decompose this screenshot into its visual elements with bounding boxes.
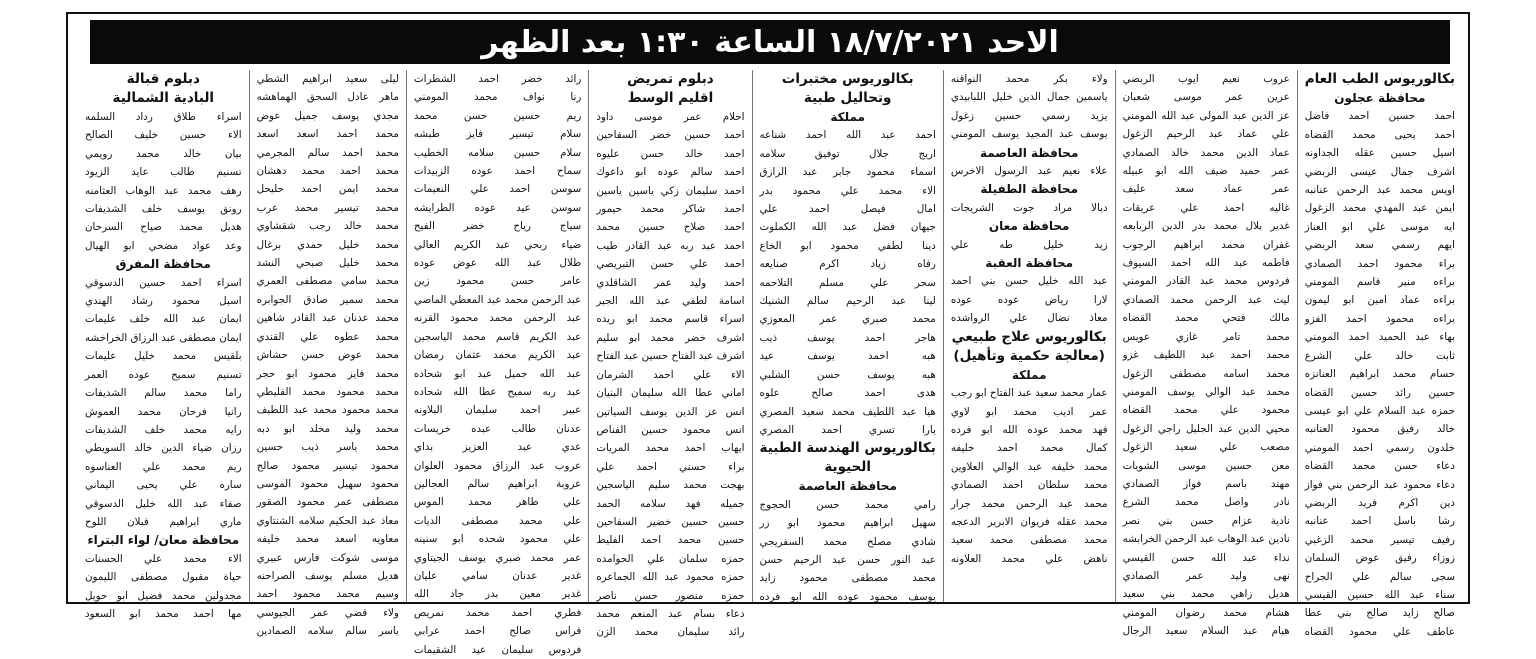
name-entry: محمد محمود محمد عبد اللطيف [256,404,399,417]
name-entry: حمزه سلمان علي الحوامده [596,552,745,565]
name-entry: عمر اديب محمد ابو لاوي [950,405,1108,418]
name-entry: الاء حسين خليف الصالح [85,129,242,142]
name-entry: محمد عوض حسن حشاش [256,349,399,362]
name-entry: محمد مصطفى محمد سعيد [950,534,1108,547]
name-entry: معاويه اسعد محمد خليفه [256,533,399,546]
names-column [1297,70,1462,638]
date-time-banner: الاحد ١٨/٧/٢٠٢١ الساعة ١:٣٠ بعد الظهر [90,20,1450,64]
name-entry: ماري ابراهيم قبلان اللوح [85,515,242,528]
name-entry: تسنيم سميح عوده العمر [85,368,242,381]
name-entry: سياج رياح خضر الفيح [413,220,582,233]
name-entry: نداء عبد الله حسن القيسي [1122,551,1290,564]
name-entry: الاء محمد علي الحسنات [85,552,242,565]
name-entry: طلال عبد الله عوض عوده [413,257,582,270]
name-entry: محمد سمير صادق الجوابره [256,293,399,306]
region-heading: محافظة الطفيلة [980,182,1078,197]
name-entry: صالح زايد صالح بني عطا [1304,607,1455,620]
name-entry: محمد خليل حمدي برغال [256,238,399,251]
program-heading: البادية الشمالية [112,90,215,106]
name-entry: ضياء ربحي عبد الكريم العالي [413,238,582,251]
name-entry: سحر علي مسلم التلاحمه [759,276,936,289]
name-entry: ايهم رسمي سعد الربضي [1304,239,1455,252]
name-entry: محمد ياسر ذيب حسين [256,441,399,454]
name-entry: حياة مقبول مصطفى الليمون [85,571,242,584]
name-entry: سناء عبد الله حسين القيسي [1304,588,1455,601]
name-entry: اريج جلال توفيق سلامه [759,147,936,160]
name-entry: فطري احمد محمد نمريص [413,606,582,619]
name-entry: محمد تامر غازي عويس [1122,330,1290,343]
program-heading: الحيوية [824,459,872,476]
name-entry: انس عز الدين يوسف السياتين [596,405,745,418]
name-entry: احمد وليد عمر الشاقلدي [596,276,745,289]
name-entry: براءه محمود احمد الفزو [1304,312,1455,325]
notice-frame [66,12,1470,656]
name-entry: فردوس محمد عبد القادر المومني [1122,275,1290,288]
name-entry: حسين محمد احمد الفليط [596,534,745,547]
name-entry: مهند باسم فواز الصمادي [1122,477,1290,490]
name-entry: بيان خالد محمد رويمي [85,147,242,160]
name-entry: بهجت محمد سليم الياسجين [596,479,745,492]
name-entry: خلدون رسمي احمد المومني [1304,441,1455,454]
name-entry: عماد الدين محمد خالد الصمادي [1122,146,1290,159]
name-entry: عرين عمر موسى شعبان [1122,91,1290,104]
name-entry: ماهر عادل السحق الهماهشه [256,91,399,104]
name-entry: ايمان عبد الله خلف عليمات [85,313,242,326]
name-entry: معاذ نضال علي الرواشده [950,312,1108,325]
name-entry: غدير عدنان سامي عليان [413,569,582,582]
name-entry: هبه احمد يوسف عيد [759,350,936,363]
program-heading: دبلوم قبالة [126,71,200,87]
name-entry: ايمن عبد المهدي محمد الزغول [1304,202,1455,215]
region-heading: محافظة العقبة [985,256,1074,271]
name-entry: ولاء بكر محمد النواقنه [950,73,1108,85]
name-entry: عبد النور حسن عبد الرحيم حسن [759,553,936,566]
name-entry: دعاء حسن محمد القضاه [1304,460,1455,473]
name-entry: احمد عبد الله احمد شناعه [759,129,936,142]
program-heading: بكالوريوس الهندسة الطبية [759,440,936,457]
name-entry: علاء نعيم عبد الرسول الاخرس [950,165,1108,178]
name-entry: مها احمد محمد ابو السعود [85,607,242,620]
name-entry: نادر واصل محمد الشرع [1122,496,1290,509]
name-entry: خالد رفيق محمود العنانبه [1304,423,1455,436]
name-entry: عبير احمد سليمان البلاونه [413,404,582,417]
name-entry: محمود تيسير محمود صالح [256,459,399,472]
names-column [943,70,1115,602]
name-entry: عز الدين عبد المولى عبد الله المومني [1122,109,1290,122]
name-entry: رامي محمد حسن الحجوج [759,498,936,511]
name-entry: ايه موسى علي ابو العناز [1304,220,1455,233]
name-entry: سلام تيسير فايز طبشه [413,128,582,141]
name-entry: سلام حسين سلامه الخطيب [413,146,582,159]
name-entry: رانيا فرحان محمد العموش [85,405,242,418]
name-entry: عروب نعيم ايوب الربضي [1122,73,1290,85]
name-entry: موسى شوكت فارس عبيري [256,551,399,564]
name-entry: زيد خليل طه علي [950,238,1108,251]
name-entry: علي محمد مصطفى الديات [413,514,582,527]
name-entry: الاء محمد علي محمود بدر [759,184,936,197]
name-entry: حمزه منصور حسن ناصر [596,589,745,602]
name-entry: رونق يوسف خلف الشديفات [85,203,242,216]
region-heading: محافظة معان [988,219,1070,234]
name-entry: لارا رياض عوده عوده [950,293,1108,306]
names-column [406,70,588,656]
name-entry: مجدي يوسف جميل عوض [256,109,399,122]
name-entry: اويس محمد عبد الرحمن عنانبه [1304,184,1455,197]
name-entry: محمد تيسير محمد عرب [256,201,399,214]
name-entry: هديل زاهي محمد بني سعيد [1122,588,1290,601]
name-entry: عبد الرحمن محمد محمود القرنه [413,312,582,325]
name-entry: مجدولين محمد فضيل ابو حويل [85,589,242,602]
name-entry: محمد فايز محمود ابو حجر [256,367,399,380]
program-heading: اقليم الوسط [627,90,714,106]
name-entry: كمال محمد احمد خليفه [950,442,1108,455]
name-entry: رهف محمد عبد الوهاب العثامنه [85,184,242,197]
name-entry: نادية عزام حسن بني نصر [1122,514,1290,527]
name-entry: محمود سهيل محمود الموسى [256,477,399,490]
name-entry: محمد مصطفى محمود زايد [759,572,936,585]
name-entry: جيهان فضل عبد الله الكملوت [759,221,936,234]
name-entry: رائد خضر احمد الشطرات [413,73,582,85]
name-entry: دعاء محمود عبد الرحمن بني فواز [1304,478,1455,491]
name-entry: محمد اسامه مصطفى الزغول [1122,367,1290,380]
name-entry: ياسمين جمال الدين خليل اللبابيدي [950,91,1108,104]
name-entry: رشا باسل احمد عنانبه [1304,515,1455,528]
name-entry: اشرف خضر محمد ابو سليم [596,331,745,344]
name-entry: محمد عدنان عبد القادر شاهين [256,312,399,325]
name-entry: احمد شاكر محمد حيمور [596,203,745,216]
name-entry: هديل مسلم يوسف الصراحنه [256,569,399,582]
name-entry: محيي الدين عبد الجليل راجي الزغول [1122,422,1290,435]
name-entry: رنا نواف محمد المومني [413,91,582,104]
name-columns [78,70,1462,656]
name-entry: فراس صالح احمد عرابي [413,625,582,638]
name-entry: محمد عبد الوالي يوسف المومني [1122,385,1290,398]
name-entry: عبد الله جميل عبد ابو شحاده [413,367,582,380]
name-entry: احمد خالد حسن عليوه [596,147,745,160]
name-entry: عمر محمد صبري يوسف الجيتاوي [413,551,582,564]
name-entry: تسنيم طالب عايد الزيود [85,166,242,179]
region-heading: مملكة [830,110,865,124]
name-entry: عمر حميد ضيف الله ابو عبيله [1122,165,1290,178]
name-entry: لينا عبد الرحيم سالم الشنيك [759,295,936,308]
name-entry: هاجر احمد يوسف ذيب [759,331,936,344]
name-entry: غفران محمد ابراهيم الرجوب [1122,238,1290,251]
name-entry: هديل محمد صياح السرحان [85,221,242,234]
name-entry: راما محمد سالم الشديفات [85,387,242,400]
name-entry: سهيل ابراهيم محمود ابو زر [759,517,936,530]
name-entry: فردوس سليمان عيد الشقيمات [413,643,582,656]
name-entry: هدى احمد صالح علوه [759,387,936,400]
name-entry: براء محمود احمد الصمادي [1304,257,1455,270]
name-entry: غاليه احمد علي عريقات [1122,201,1290,214]
name-entry: ناهض علي محمد العلاونه [950,552,1108,565]
name-entry: سوسن عيد عوده الطرايشه [413,201,582,214]
name-entry: سوسن احمد علي النعيمات [413,183,582,196]
name-entry: محمد خالد رجب شقشاوي [256,220,399,233]
region-heading: محافظة العاصمة [798,479,897,494]
program-heading: دبلوم تمريض [627,71,714,87]
name-entry: وسيم محمد محمود احمد [256,588,399,601]
name-entry: ايهاب احمد محمد المريات [596,442,745,455]
name-entry: محمد عقله فريوان الابرير الدعجه [950,515,1108,528]
name-entry: ريم حسين حسن محمد [413,109,582,122]
name-entry: حسام محمد ابراهيم العنانزه [1304,368,1455,381]
program-heading: وتحاليل طبية [803,90,892,106]
name-entry: براء حسني احمد علي [596,460,745,473]
name-entry: عروب عبد الرزاق محمود العلوان [413,459,582,472]
name-entry: يوسف عبد المجيد يوسف المومني [950,128,1108,141]
names-column [752,70,943,602]
names-column [588,70,751,639]
name-entry: ريم محمد علي العناسوه [85,460,242,473]
name-entry: عبد الكريم محمد عثمان رمضان [413,349,582,362]
name-entry: احمد سليمان زكي ياسين ياسين [596,184,745,197]
name-entry: دين اكرم فريد الربضي [1304,496,1455,509]
name-entry: معاذ عبد الحكيم سلامه الشنتاوي [256,514,399,527]
name-entry: حسين رائد حسين القضاه [1304,386,1455,399]
name-entry: حمزه عبد السلام علي ابو عيسى [1304,404,1455,417]
name-entry: نهى وليد عمر الصمادي [1122,569,1290,582]
name-entry: اسماء محمود جابر عبد الرازق [759,166,936,179]
name-entry: احلام عمر موسى داود [596,111,745,123]
name-entry: رفيف تيسير محمد الزغبي [1304,533,1455,546]
name-entry: احمد صلاح حسين محمد [596,221,745,234]
name-entry: عبد الله خليل حسن بني احمد [950,275,1108,288]
name-entry: محمد احمد سالم المجرمي [256,146,399,159]
name-entry: محمد وليد مخلد ابو دبه [256,422,399,435]
name-entry: مالك فتحي محمد القضاه [1122,312,1290,325]
name-entry: احمد علي حسن التبريصي [596,258,745,271]
name-entry: اسراء احمد حسين الدسوقي [85,276,242,289]
name-entry: احمد سالم عوده ابو داعوك [596,166,745,179]
name-entry: غدير معين بدر جاد الله [413,588,582,601]
name-entry: احمد يحيى محمد القضاه [1304,128,1455,141]
names-column [78,70,249,620]
name-entry: اماني عطا الله سليمان البنيان [596,387,745,400]
name-entry: عمر عماد سعد عليف [1122,183,1290,196]
name-entry: محمد محمود محمد الفليطي [256,385,399,398]
name-entry: ايمان مصطفى عبد الرزاق الخراخشه [85,331,242,344]
name-entry: ليلى سعيد ابراهيم الشطي [256,73,399,85]
name-entry: عدي عبد العزيز بداي [413,441,582,454]
region-heading: محافظة عجلون [1334,91,1426,105]
name-entry: ليث عبد الرحمن محمد الصمادي [1122,293,1290,306]
region-heading: محافظة العاصمة [979,145,1079,160]
name-entry: اشرف جمال عيسى الربضي [1304,165,1455,178]
name-entry: مصطفى عمر محمود الصقور [256,496,399,509]
name-entry: عمار محمد سعيد عبد الفتاح ابو رجب [950,387,1108,400]
name-entry: هيا عبد اللطيف محمد سعيد المصري [759,405,936,418]
name-entry: ديالا مراد جوت الشريجات [950,201,1108,214]
name-entry: زوزاء رفيق عوض السلمان [1304,552,1455,565]
name-entry: محمد سلطان احمد الصمادي [950,479,1108,492]
region-heading: محافظة المفرق [115,257,211,272]
name-entry: عبد الكريم قاسم محمد الياسجين [413,330,582,343]
name-entry: ياسر سالم سلامه الصمادين [256,625,399,638]
name-entry: وعد عواد مضحي ابو الهيال [85,239,242,252]
region-heading: مملكة [1011,367,1047,382]
name-entry: عبد الرحمن محمد عبد المعطي الماضي [413,293,582,306]
name-entry: رفاه زياد اكرم صنايعه [759,258,936,271]
name-entry: رزان ضياء الدين خالد السويطي [85,442,242,455]
name-entry: احمد حسين احمد فاضل [1304,110,1455,123]
name-entry: اسيل حسين عقله الجداونه [1304,147,1455,160]
name-entry: عبد ربه سميح عطا الله شحاده [413,385,582,398]
name-entry: انس محمود حسين الفناص [596,423,745,436]
name-entry: براءه عماد امين ابو ليمون [1304,294,1455,307]
name-entry: محمود علي محمد القضاه [1122,404,1290,417]
name-entry: محمد احمد اسعد اسعد [256,128,399,141]
name-entry: احمد حسين خضر السفاحين [596,129,745,142]
name-entry: عروبة ابراهيم سالم العجالين [413,477,582,490]
name-entry: جميله فهد سلامه الحمد [596,497,745,510]
name-entry: حمزه محمود عبد الله الجماعره [596,571,745,584]
program-heading: بكالوريوس علاج طبيعي [951,328,1107,345]
name-entry: هشام محمد رضوان المومني [1122,606,1290,619]
name-entry: رائد سليمان محمد الزن [596,626,745,639]
name-entry: غدير بلال محمد بدر الدين الربابعه [1122,220,1290,233]
name-entry: محمد عطوه علي القندي [256,330,399,343]
name-entry: مصعب علي سعيد الزغول [1122,441,1290,454]
name-entry: دعاء بسام عبد المنعم محمد [596,607,745,620]
name-entry: ثابت خالد علي الشرع [1304,349,1455,362]
name-entry: اسراء طلاق رداد السلمه [85,111,242,123]
names-column [249,70,406,638]
name-entry: محمد خليل صبحي النشد [256,257,399,270]
name-entry: رايه محمد خلف الشديفات [85,423,242,436]
name-entry: ولاء قضي عمر الجيوسي [256,606,399,619]
program-heading: بكالوريوس مختبرات [781,71,914,87]
name-entry: محمد احمد محمد دهشان [256,165,399,178]
name-entry: احمد عبد ربه عبد القادر طيب [596,239,745,252]
program-heading: بكالوريوس الطب العام [1304,71,1455,87]
name-entry: فاطمه عبد الله احمد السيوف [1122,257,1290,270]
name-entry: معن حسين موسى الشويات [1122,459,1290,472]
region-heading: محافظة معان/ لواء البتراء [87,533,240,548]
name-entry: محمد ايمن احمد حليحل [256,183,399,196]
name-entry: محمد سامي مصطفى العمري [256,275,399,288]
name-entry: اشرف عبد الفتاح حسين عبد الفتاح [596,350,745,363]
name-entry: سجى سالم علي الجراح [1304,570,1455,583]
name-entry: بلقيس محمد خليل عليمات [85,350,242,363]
name-entry: فهد محمد عوده الله ابو فرده [950,423,1108,436]
name-entry: اسيل محمود رشاد الهندي [85,295,242,308]
name-entry: عدنان طالب عبده خريسات [413,422,582,435]
name-entry: بهاء عبد الحميد احمد المومني [1304,331,1455,344]
program-heading: (معالجة حكمية وتأهيل) [953,347,1105,364]
name-entry: سماح احمد عوده الزبيدات [413,165,582,178]
name-entry: نادين عبد الوهاب عبد الرحمن الخرابشه [1122,533,1290,546]
name-entry: هيام عبد السلام سعيد الرجال [1122,625,1290,638]
name-entry: علي محمود شحده ابو سنينه [413,533,582,546]
name-entry: صفاء عبد الله خليل الدسوقي [85,497,242,510]
names-column [1115,70,1297,638]
name-entry: محمد خليفه عبد الوالي العلاوين [950,460,1108,473]
name-entry: شادي مصلح محمد السفريجي [759,535,936,548]
name-entry: حسين حسين خضير السفاحين [596,515,745,528]
name-entry: اسامة لطفي عبد الله الجير [596,295,745,308]
name-entry: يوسف محمود عوده الله ابو فرده [759,590,936,603]
name-entry: براءه منير قاسم المومني [1304,276,1455,289]
name-entry: محمد صبري عمر المعوزي [759,313,936,326]
name-entry: دينا لطفي محمود ابو الخاع [759,239,936,252]
name-entry: عامر حسن محمود زين [413,275,582,288]
name-entry: محمد عبد الرحمن محمد جرار [950,497,1108,510]
name-entry: محمد احمد عبد اللطيف غزو [1122,349,1290,362]
name-entry: هبه يوسف حسن الشلبي [759,368,936,381]
name-entry: علي عماد عبد الرحيم الزغول [1122,128,1290,141]
name-entry: عاطف علي محمود القضاه [1304,625,1455,638]
name-entry: امال فيصل احمد علي [759,203,936,216]
name-entry: علي طاهر محمد الموس [413,496,582,509]
name-entry: اسراء قاسم محمد ابو ريده [596,313,745,326]
name-entry: يزيد رسمي حسين زغول [950,109,1108,122]
name-entry: ساره علي يحيى اليماني [85,479,242,492]
name-entry: الاء علي احمد الشرمان [596,368,745,381]
name-entry: يارا تسري احمد المصري [759,423,936,436]
